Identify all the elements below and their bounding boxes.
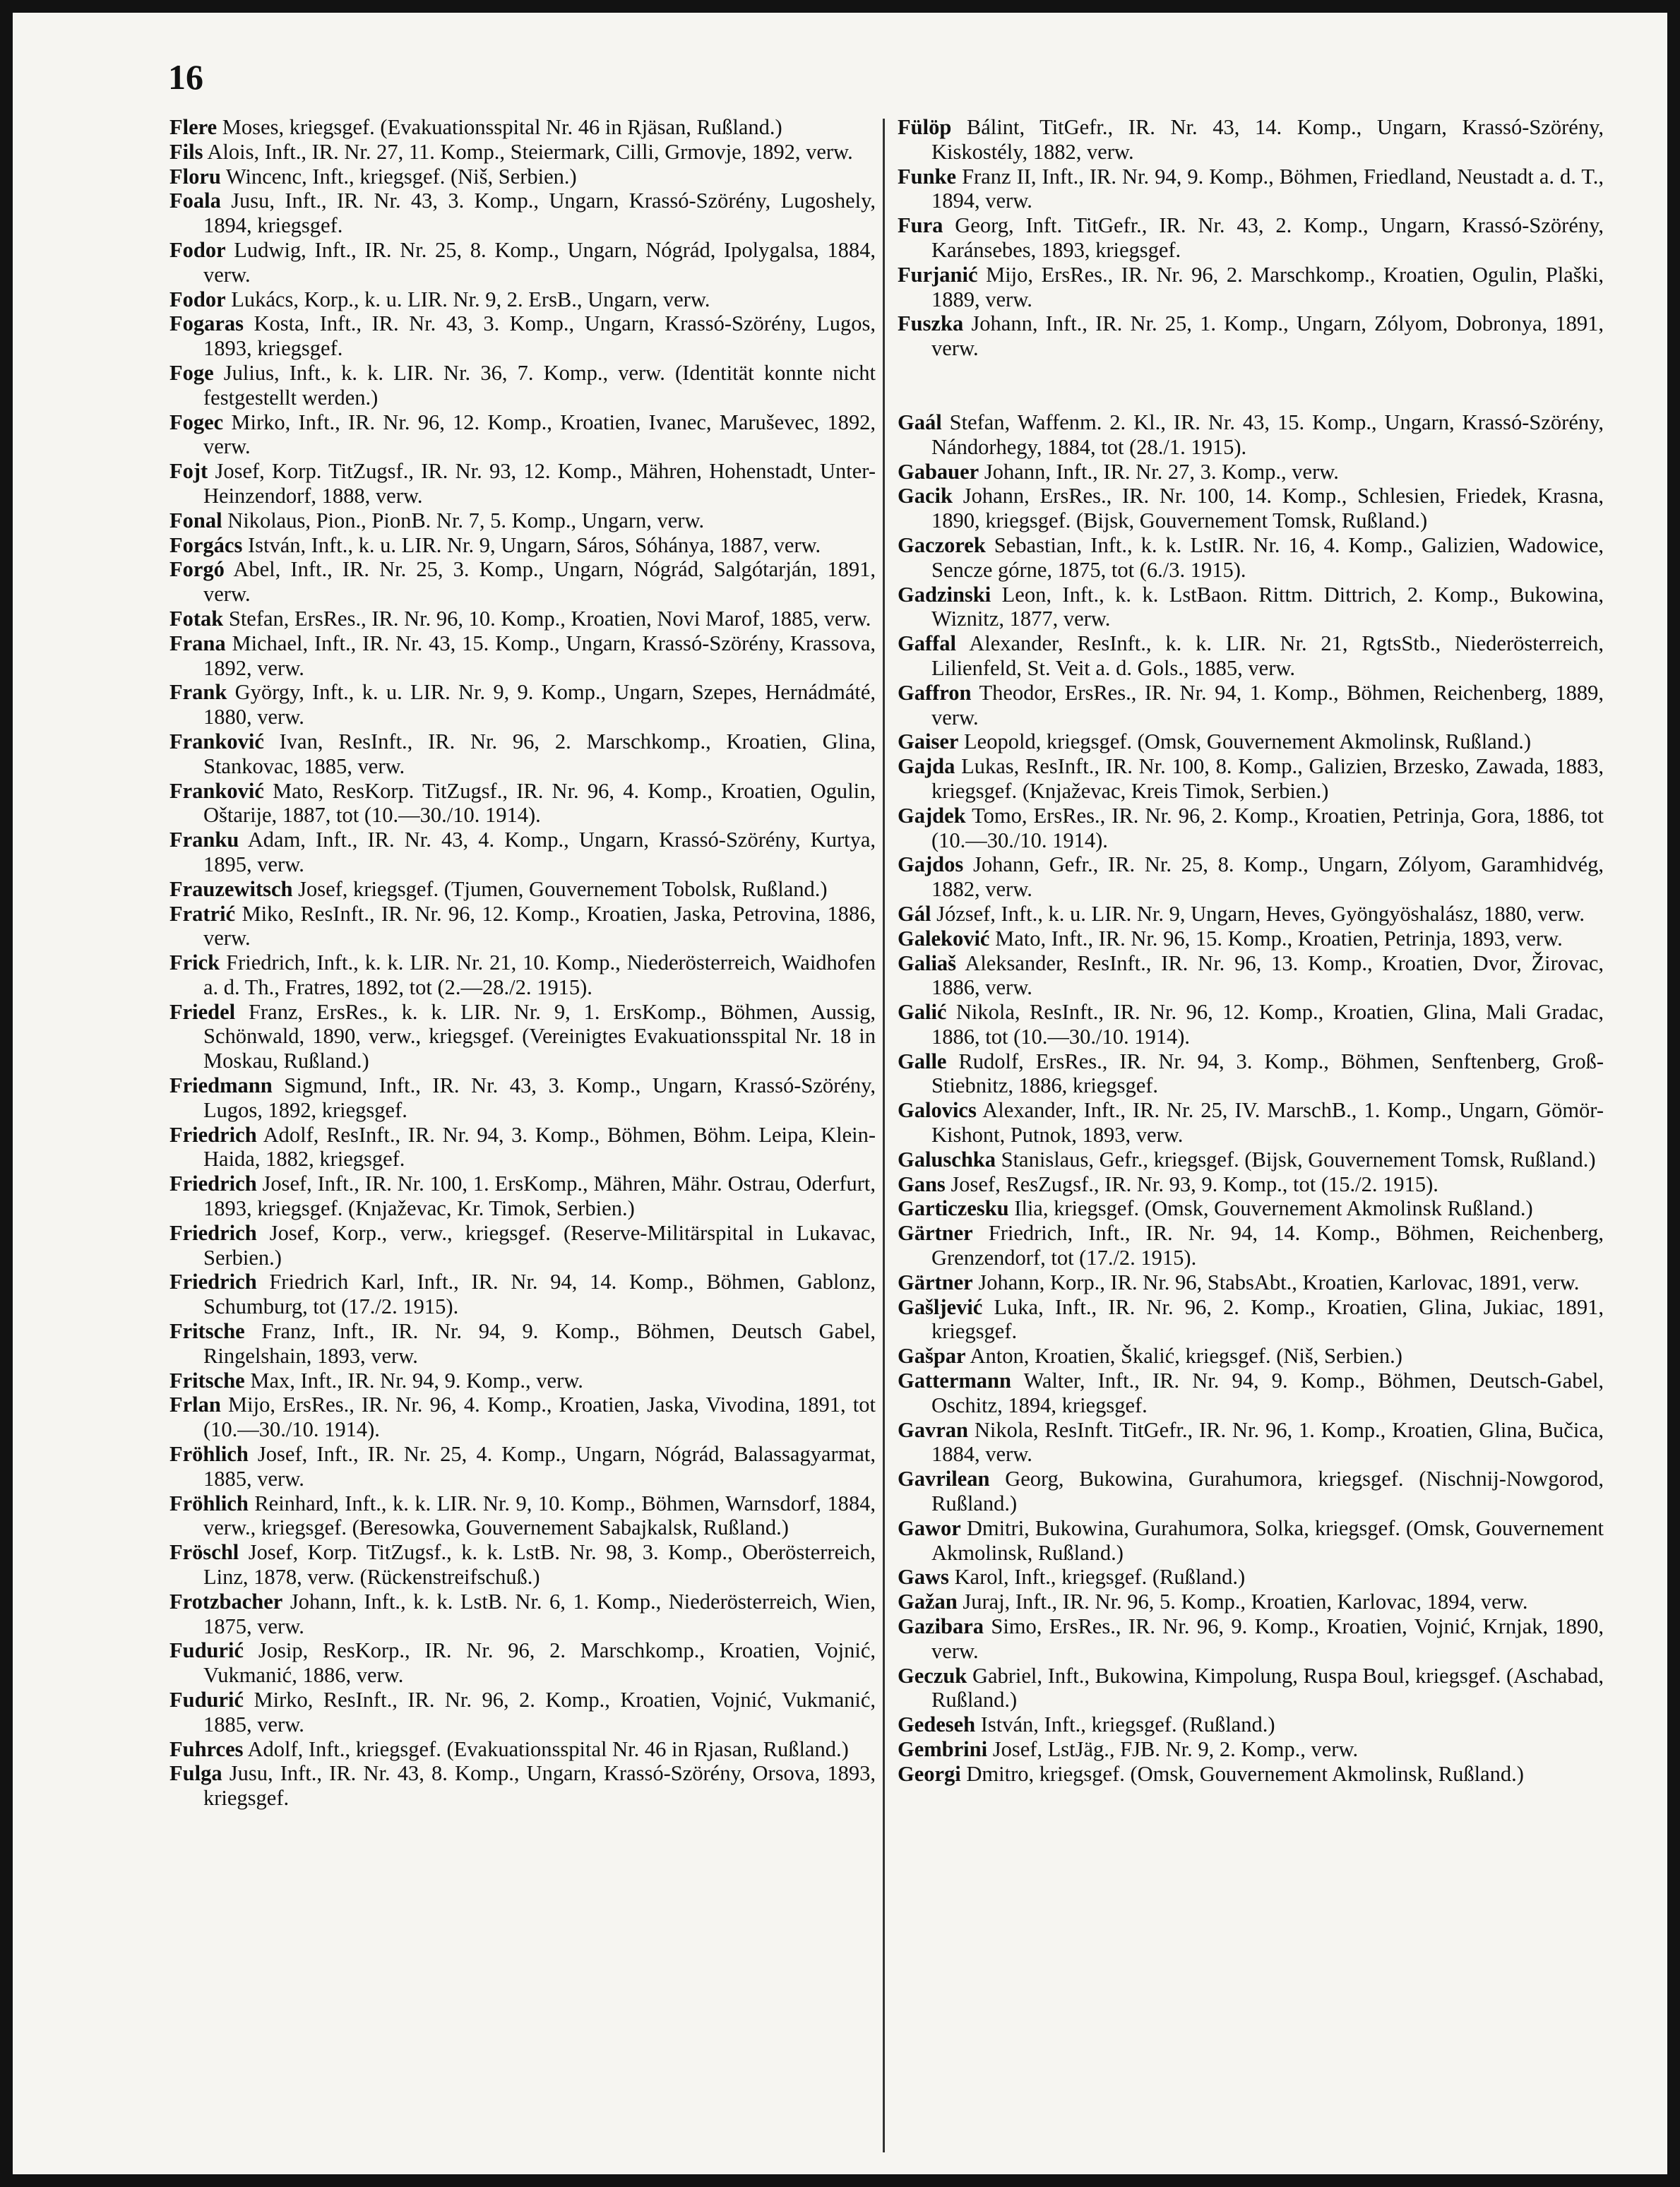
entry-surname: Fulga [169,1761,222,1786]
register-entry [169,1270,876,1319]
register-entry [169,508,876,533]
letter-gap [898,361,1604,410]
entry-surname: Funke [898,164,957,189]
entry-details: Franz II, Inft., IR. Nr. 94, 9. Komp., Böhmen, Friedland, Neustadt a. d. T., 1894, verw. [931,164,1604,213]
register-entry [898,1196,1604,1221]
entry-surname: Fura [898,213,943,238]
entry-surname: Gavran [898,1417,968,1442]
entry-details: Max, Inft., IR. Nr. 94, 9. Komp., verw. [244,1368,583,1393]
entry-details: Stanislaus, Gefr., kriegsgef. (Bijsk, Gouvernement Tomsk, Rußland.) [996,1147,1596,1172]
register-entry [169,1590,876,1639]
register-entry [898,1172,1604,1197]
entry-details: Luka, Inft., IR. Nr. 96, 2. Komp., Kroatien, Glina, Jukiac, 1891, kriegsgef. [931,1294,1604,1344]
entry-details: Dmitro, kriegsgef. (Omsk, Gouvernement Akmolinsk, Rußland.) [960,1761,1524,1786]
entry-details: Josef, Korp. TitZugsf., k. k. LstB. Nr. 98, 3. Komp., Oberösterreich, Linz, 1878, verw. (Rückenstreifschuß.) [203,1540,876,1590]
entry-surname: Gašpar [898,1344,966,1369]
entry-surname: Garticzesku [898,1196,1009,1221]
entry-details: Miko, ResInft., IR. Nr. 96, 12. Komp., Kroatien, Jaska, Petrovina, 1886, verw. [203,901,876,951]
entry-surname: Fuszka [898,311,964,336]
entry-surname: Fratrić [169,901,236,926]
entry-surname: Fojt [169,459,208,484]
entry-details: Leopold, kriegsgef. (Omsk, Gouvernement Akmolinsk, Rußland.) [958,729,1532,754]
register-entry [898,1344,1604,1369]
register-entry [169,1761,876,1811]
entry-surname: Fonal [169,508,222,532]
entry-surname: Gaál [898,410,942,434]
entry-surname: Fudurić [169,1638,244,1663]
entry-surname: Gavrilean [898,1467,990,1491]
entry-surname: Galovics [898,1098,977,1123]
register-entry [169,877,876,902]
entry-details: Johann, Gefr., IR. Nr. 25, 8. Komp., Ungarn, Zólyom, Garamhidvég, 1882, verw. [931,852,1604,902]
right-column [898,115,1604,1787]
register-entry [898,926,1604,951]
entry-surname: Floru [169,164,221,189]
register-entry [169,1638,876,1688]
entry-details: Nikolaus, Pion., PionB. Nr. 7, 5. Komp., Ungarn, verw. [222,508,705,532]
register-entry [898,1737,1604,1762]
register-entry [898,951,1604,1001]
register-entry [169,680,876,729]
entry-details: Leon, Inft., k. k. LstBaon. Rittm. Dittrich, 2. Komp., Bukowina, Wiznitz, 1877, verw. [931,582,1604,631]
register-entry [169,1221,876,1270]
register-entry [898,631,1604,681]
register-entry [169,165,876,189]
register-entry [169,1369,876,1393]
register-entry [898,1614,1604,1664]
entry-details: Alois, Inft., IR. Nr. 27, 11. Komp., Steiermark, Cilli, Grmovje, 1892, verw. [203,139,853,164]
register-entry [169,902,876,951]
register-entry [898,729,1604,754]
entry-details: Abel, Inft., IR. Nr. 25, 3. Komp., Ungarn, Nógrád, Salgótarján, 1891, verw. [203,557,876,607]
entry-details: Tomo, ErsRes., IR. Nr. 96, 2. Komp., Kroatien, Petrinja, Gora, 1886, tot (10.—30./10. 1914). [931,803,1604,852]
entry-surname: Franković [169,778,264,803]
entry-surname: Frick [169,951,220,975]
register-entry [898,804,1604,853]
entry-details: Ludwig, Inft., IR. Nr. 25, 8. Komp., Ungarn, Nógrád, Ipolygalsa, 1884, verw. [203,237,876,287]
register-entry [169,1737,876,1762]
entry-details: Kosta, Inft., IR. Nr. 43, 3. Komp., Ungarn, Krassó-Szörény, Lugos, 1893, kriegsgef. [203,311,876,361]
register-entry [898,1762,1604,1787]
entry-details: Mijo, ErsRes., IR. Nr. 96, 4. Komp., Kroatien, Jaska, Vivodina, 1891, tot (10.—30./10. 1914). [203,1393,876,1442]
entry-surname: Foge [169,360,214,385]
entry-surname: Friedrich [169,1172,257,1196]
register-entry [169,459,876,508]
entry-details: Friedrich Karl, Inft., IR. Nr. 94, 14. Komp., Böhmen, Gablonz, Schumburg, tot (17./2. 1915). [203,1270,876,1319]
entry-surname: Geczuk [898,1663,967,1688]
entry-details: Ilia, kriegsgef. (Omsk, Gouvernement Akmolinsk Rußland.) [1008,1196,1533,1221]
entry-surname: Furjanić [898,262,978,287]
entry-details: Nikola, ResInft., IR. Nr. 96, 12. Komp., Kroatien, Glina, Mali Gradac, 1886, tot (10.—30./10. 1914). [931,1000,1604,1049]
entry-surname: Frana [169,631,226,655]
register-entry [169,1491,876,1541]
entry-surname: Gärtner [898,1270,973,1294]
entry-surname: Gajdek [898,803,966,828]
entry-surname: Gadzinski [898,582,991,607]
entry-details: Walter, Inft., IR. Nr. 94, 9. Komp., Böhmen, Deutsch-Gabel, Oschitz, 1894, kriegsgef. [931,1369,1604,1417]
entry-surname: Galiaš [898,951,957,975]
entry-surname: Gaczorek [898,532,986,557]
register-entry [169,238,876,287]
entry-surname: Galić [898,1000,947,1025]
entry-details: Ivan, ResInft., IR. Nr. 96, 2. Marschkomp., Kroatien, Glina, Stankovac, 1885, verw. [203,729,876,778]
entry-details: Dmitri, Bukowina, Gurahumora, Solka, kriegsgef. (Omsk, Gouvernement Akmolinsk, Rußland.) [931,1515,1604,1565]
entry-details: György, Inft., k. u. LIR. Nr. 9, 9. Komp., Ungarn, Szepes, Hernádmáté, 1880, verw. [203,680,876,729]
entry-details: Josef, Inft., IR. Nr. 25, 4. Komp., Ungarn, Nógrád, Balassagyarmat, 1885, verw. [203,1442,876,1491]
g-entries [898,410,1604,1787]
entry-surname: Fröhlich [169,1491,249,1515]
entry-surname: Forgács [169,532,243,557]
entry-details: Mijo, ErsRes., IR. Nr. 96, 2. Marschkomp., Kroatien, Ogulin, Plaški, 1889, verw. [931,262,1604,311]
entry-surname: Friedel [169,999,236,1024]
entry-details: Julius, Inft., k. k. LIR. Nr. 36, 7. Komp., verw. (Identität konnte nicht festgestellt werden.) [203,360,876,410]
register-entry [169,1073,876,1123]
register-entry [898,1270,1604,1295]
entry-details: Adam, Inft., IR. Nr. 43, 4. Komp., Ungarn, Krassó-Szörény, Kurtya, 1895, verw. [203,828,876,876]
entry-surname: Franković [169,729,264,753]
register-entry [898,165,1604,214]
register-entry [169,1172,876,1221]
entry-details: Johann, Inft., IR. Nr. 25, 1. Komp., Ungarn, Zólyom, Dobronya, 1891, verw. [931,311,1604,361]
entry-details: Adolf, ResInft., IR. Nr. 94, 3. Komp., Böhmen, Böhm. Leipa, Klein-Haida, 1882, kriegsgef. [203,1122,876,1172]
entry-surname: Flere [169,115,218,139]
entry-details: Georg, Bukowina, Gurahumora, kriegsgef. (Nischnij-Nowgorod, Rußland.) [931,1467,1604,1516]
entry-details: Gabriel, Inft., Bukowina, Kimpolung, Ruspa Boul, kriegsgef. (Aschabad, Rußland.) [931,1663,1604,1712]
entry-surname: Fodor [169,287,226,311]
register-entry [169,1442,876,1491]
entry-surname: Foala [169,189,221,213]
register-entry [898,484,1604,533]
entry-surname: Fröschl [169,1540,239,1565]
entry-details: Josef, Korp. TitZugsf., IR. Nr. 93, 12. Komp., Mähren, Hohenstadt, Unter-Heinzendorf, 1888, verw. [203,459,876,508]
register-entry [898,1467,1604,1516]
register-entry [169,1540,876,1590]
entry-details: Friedrich, Inft., k. k. LIR. Nr. 21, 10. Komp., Niederösterreich, Waidhofen a. d. Th., Fratres, 1892, tot (2.—28./2. 1915). [203,951,876,999]
register-entry [898,311,1604,361]
entry-details: Georg, Inft. TitGefr., IR. Nr. 43, 2. Komp., Ungarn, Krassó-Szörény, Karánsebes, 1893, kriegsgef. [931,213,1604,262]
entry-details: Wincenc, Inft., kriegsgef. (Niš, Serbien.) [220,164,577,189]
register-entry [169,311,876,361]
entry-surname: Galle [898,1049,947,1073]
entry-details: Karol, Inft., kriegsgef. (Rußland.) [948,1565,1246,1590]
entry-details: Alexander, Inft., IR. Nr. 25, IV. MarschB., 1. Komp., Ungarn, Gömör-Kishont, Putnok, 1893, verw. [931,1098,1604,1148]
entry-surname: Gembrini [898,1737,988,1761]
entry-details: Jusu, Inft., IR. Nr. 43, 3. Komp., Ungarn, Krassó-Szörény, Lugoshely, 1894, kriegsgef. [203,189,876,238]
entry-details: Bálint, TitGefr., IR. Nr. 43, 14. Komp., Ungarn, Krassó-Szörény, Kiskostély, 1882, verw. [931,115,1604,164]
register-entry [898,1712,1604,1737]
entry-details: Juraj, Inft., IR. Nr. 96, 5. Komp., Kroatien, Karlovac, 1894, verw. [957,1590,1528,1614]
entry-details: Lukács, Korp., k. u. LIR. Nr. 9, 2. ErsB., Ungarn, verw. [225,287,710,311]
entry-details: Mirko, Inft., IR. Nr. 96, 12. Komp., Kroatien, Ivanec, Maruševec, 1892, verw. [203,410,876,459]
entry-surname: Georgi [898,1761,961,1786]
entry-surname: Friedrich [169,1122,257,1147]
register-entry [169,1123,876,1172]
register-entry [169,410,876,460]
entry-surname: Gaffal [898,631,957,656]
entry-details: Johann, Inft., IR. Nr. 27, 3. Komp., verw. [979,459,1339,484]
entry-surname: Fritsche [169,1368,245,1393]
entry-details: Anton, Kroatien, Škalić, kriegsgef. (Niš, Serbien.) [965,1344,1402,1369]
entry-details: Johann, Inft., k. k. LstB. Nr. 6, 1. Komp., Niederösterreich, Wien, 1875, verw. [203,1589,876,1638]
entry-surname: Frlan [169,1393,221,1417]
entry-surname: Gattermann [898,1369,1011,1393]
entry-surname: Fils [169,139,203,164]
entry-surname: Gedeseh [898,1712,976,1737]
entry-details: Reinhard, Inft., k. k. LIR. Nr. 9, 10. Komp., Böhmen, Warnsdorf, 1884, verw., kriegsgef. (Beresowka, Gouvernement Sabajkalsk, Rußland.) [203,1491,876,1540]
entry-surname: Friedrich [169,1270,257,1294]
entry-surname: Gans [898,1172,946,1196]
entry-surname: Fotak [169,606,224,631]
entry-surname: Fogec [169,410,224,434]
entry-details: István, Inft., k. u. LIR. Nr. 9, Ungarn, Sáros, Sóhánya, 1887, verw. [242,532,821,557]
register-entry [898,1148,1604,1172]
entry-details: Sigmund, Inft., IR. Nr. 43, 3. Komp., Ungarn, Krassó-Szörény, Lugos, 1892, kriegsgef. [203,1073,876,1122]
register-entry [898,1418,1604,1467]
entry-surname: Franku [169,828,239,852]
entry-surname: Frauzewitsch [169,876,293,901]
entry-details: Rudolf, ErsRes., IR. Nr. 94, 3. Komp., Böhmen, Senftenberg, Groß-Stiebnitz, 1886, kriegsgef. [931,1049,1604,1098]
entry-surname: Gaffron [898,680,972,705]
left-column [169,115,876,1811]
entry-surname: Forgó [169,557,225,582]
register-entry [898,1590,1604,1614]
entry-surname: Galuschka [898,1147,996,1172]
entry-details: Friedrich, Inft., IR. Nr. 94, 14. Komp., Böhmen, Reichenberg, Grenzendorf, tot (17./2. 1915). [931,1221,1604,1270]
entry-details: Josef, LstJäg., FJB. Nr. 9, 2. Komp., verw. [987,1737,1359,1761]
register-entry [898,115,1604,165]
entry-surname: Gaiser [898,729,959,754]
entry-details: Josip, ResKorp., IR. Nr. 96, 2. Marschkomp., Kroatien, Vojnić, Vukmanić, 1886, verw. [203,1638,876,1688]
entry-details: Michael, Inft., IR. Nr. 43, 15. Komp., Ungarn, Krassó-Szörény, Krassova, 1892, verw. [203,631,876,680]
register-entry [898,213,1604,263]
register-entry [898,902,1604,926]
entry-details: Moses, kriegsgef. (Evakuationsspital Nr. 46 in Rjäsan, Rußland.) [217,115,782,139]
entry-surname: Frotzbacher [169,1589,283,1614]
register-entry [898,1516,1604,1566]
register-entry [898,263,1604,312]
register-entry [898,681,1604,730]
entry-details: Mato, Inft., IR. Nr. 96, 15. Komp., Kroatien, Petrinja, 1893, verw. [989,926,1563,951]
entry-details: Nikola, ResInft. TitGefr., IR. Nr. 96, 1. Komp., Kroatien, Glina, Bučica, 1884, verw. [931,1417,1604,1467]
entry-surname: Fuhrces [169,1736,244,1761]
register-entry [169,287,876,312]
entry-details: Franz, ErsRes., k. k. LIR. Nr. 9, 1. ErsKomp., Böhmen, Aussig, Schönwald, 1890, verw., kriegsgef. (Vereinigtes Evakuationsspital Nr. 18 in Moskau, Rußland.) [203,999,876,1073]
entry-details: Lukas, ResInft., IR. Nr. 100, 8. Komp., Galizien, Brzesko, Zawada, 1883, kriegsgef. (Knjaževac, Kreis Timok, Serbien.) [931,754,1604,803]
entry-surname: Gabauer [898,459,979,484]
entry-surname: Gajdos [898,852,964,877]
entry-details: Mirko, ResInft., IR. Nr. 96, 2. Komp., Kroatien, Vojnić, Vukmanić, 1885, verw. [203,1688,876,1736]
register-entry [898,852,1604,902]
register-entry [898,460,1604,484]
register-entry [169,951,876,1000]
entry-details: Johann, Korp., IR. Nr. 96, StabsAbt., Kroatien, Karlovac, 1891, verw. [972,1270,1580,1294]
entry-surname: Fröhlich [169,1442,249,1467]
register-entry [898,1369,1604,1418]
entry-details: Theodor, ErsRes., IR. Nr. 94, 1. Komp., Böhmen, Reichenberg, 1889, verw. [931,680,1604,729]
entry-details: Jusu, Inft., IR. Nr. 43, 8. Komp., Ungarn, Krassó-Szörény, Orsova, 1893, kriegsgef. [203,1761,876,1811]
register-entry [169,607,876,631]
register-entry [169,631,876,681]
entry-surname: Gawor [898,1515,961,1540]
register-entry [898,1565,1604,1590]
register-entry [898,1000,1604,1049]
register-entry [898,1221,1604,1270]
register-entry [169,361,876,410]
register-entry [898,1049,1604,1099]
register-entry [169,115,876,140]
register-entry [898,410,1604,460]
register-entry [898,1295,1604,1345]
entry-details: Stefan, ErsRes., IR. Nr. 96, 10. Komp., Kroatien, Novi Marof, 1885, verw. [223,606,871,631]
entry-details: Stefan, Waffenm. 2. Kl., IR. Nr. 43, 15. Komp., Ungarn, Krassó-Szörény, Nándorhegy, 1884, tot (28./1. 1915). [931,410,1604,459]
entry-details: Simo, ErsRes., IR. Nr. 96, 9. Komp., Kroatien, Vojnić, Krnjak, 1890, verw. [931,1614,1604,1663]
entry-surname: Fritsche [169,1319,245,1344]
page-number: 16 [168,57,203,97]
entry-surname: Fodor [169,237,226,262]
register-entry [169,557,876,607]
register-entry [898,583,1604,632]
entry-surname: Galeković [898,926,990,951]
entry-surname: Gajda [898,754,955,779]
entry-details: Josef, Inft., IR. Nr. 100, 1. ErsKomp., Mähren, Mähr. Ostrau, Oderfurt, 1893, kriegsgef. (Knjaževac, Kr. Timok, Serbien.) [203,1172,876,1221]
register-entry [169,729,876,779]
entry-details: József, Inft., k. u. LIR. Nr. 9, Ungarn, Heves, Gyöngyöshalász, 1880, verw. [931,901,1585,926]
register-entry [898,1098,1604,1148]
register-entry [898,1664,1604,1713]
entry-details: Johann, ErsRes., IR. Nr. 100, 14. Komp., Schlesien, Friedek, Krasna, 1890, kriegsgef. (Bijsk, Gouvernement Tomsk, Rußland.) [931,484,1604,533]
register-entry [169,140,876,165]
register-entry [169,779,876,828]
register-entry [169,1000,876,1073]
entry-surname: Gärtner [898,1221,973,1246]
entry-surname: Gazibara [898,1614,984,1639]
entry-surname: Frank [169,680,227,705]
entry-surname: Friedrich [169,1220,257,1245]
entry-surname: Gažan [898,1590,958,1614]
f-entries [898,115,1604,361]
entry-surname: Friedmann [169,1073,273,1098]
entry-surname: Gaws [898,1565,949,1590]
register-entry [169,189,876,238]
entry-surname: Fudurić [169,1688,244,1712]
entry-details: Josef, kriegsgef. (Tjumen, Gouvernement Tobolsk, Rußland.) [292,876,828,901]
register-entry [898,533,1604,583]
entry-surname: Gál [898,901,931,926]
register-entry [169,533,876,558]
entry-details: Mato, ResKorp. TitZugsf., IR. Nr. 96, 4. Komp., Kroatien, Ogulin, Oštarije, 1887, tot (10.—30./10. 1914). [203,778,876,828]
entry-surname: Gašljević [898,1294,983,1319]
entry-details: Alexander, ResInft., k. k. LIR. Nr. 21, RgtsStb., Niederösterreich, Lilienfeld, St. Veit a. d. Gols., 1885, verw. [931,631,1604,680]
register-entry [169,1319,876,1369]
entry-details: Aleksander, ResInft., IR. Nr. 96, 13. Komp., Kroatien, Dvor, Žirovac, 1886, verw. [931,951,1604,1000]
entry-surname: Fogaras [169,311,244,336]
register-entry [169,1688,876,1737]
entry-details: Sebastian, Inft., k. k. LstIR. Nr. 16, 4. Komp., Galizien, Wadowice, Sencze górne, 1875, tot (6./3. 1915). [931,532,1604,582]
column-divider [883,119,885,2152]
entry-details: Franz, Inft., IR. Nr. 94, 9. Komp., Böhmen, Deutsch Gabel, Ringelshain, 1893, verw. [203,1319,876,1368]
entry-details: Adolf, Inft., kriegsgef. (Evakuationsspital Nr. 46 in Rjasan, Rußland.) [243,1736,849,1761]
entry-surname: Gacik [898,484,953,508]
entry-details: Josef, Korp., verw., kriegsgef. (Reserve-Militärspital in Lukavac, Serbien.) [203,1220,876,1270]
register-entry [898,754,1604,804]
entry-details: István, Inft., kriegsgef. (Rußland.) [975,1712,1275,1737]
entry-details: Josef, ResZugsf., IR. Nr. 93, 9. Komp., tot (15./2. 1915). [945,1172,1438,1196]
register-entry [169,828,876,877]
entry-surname: Fülöp [898,115,952,139]
register-entry [169,1393,876,1442]
